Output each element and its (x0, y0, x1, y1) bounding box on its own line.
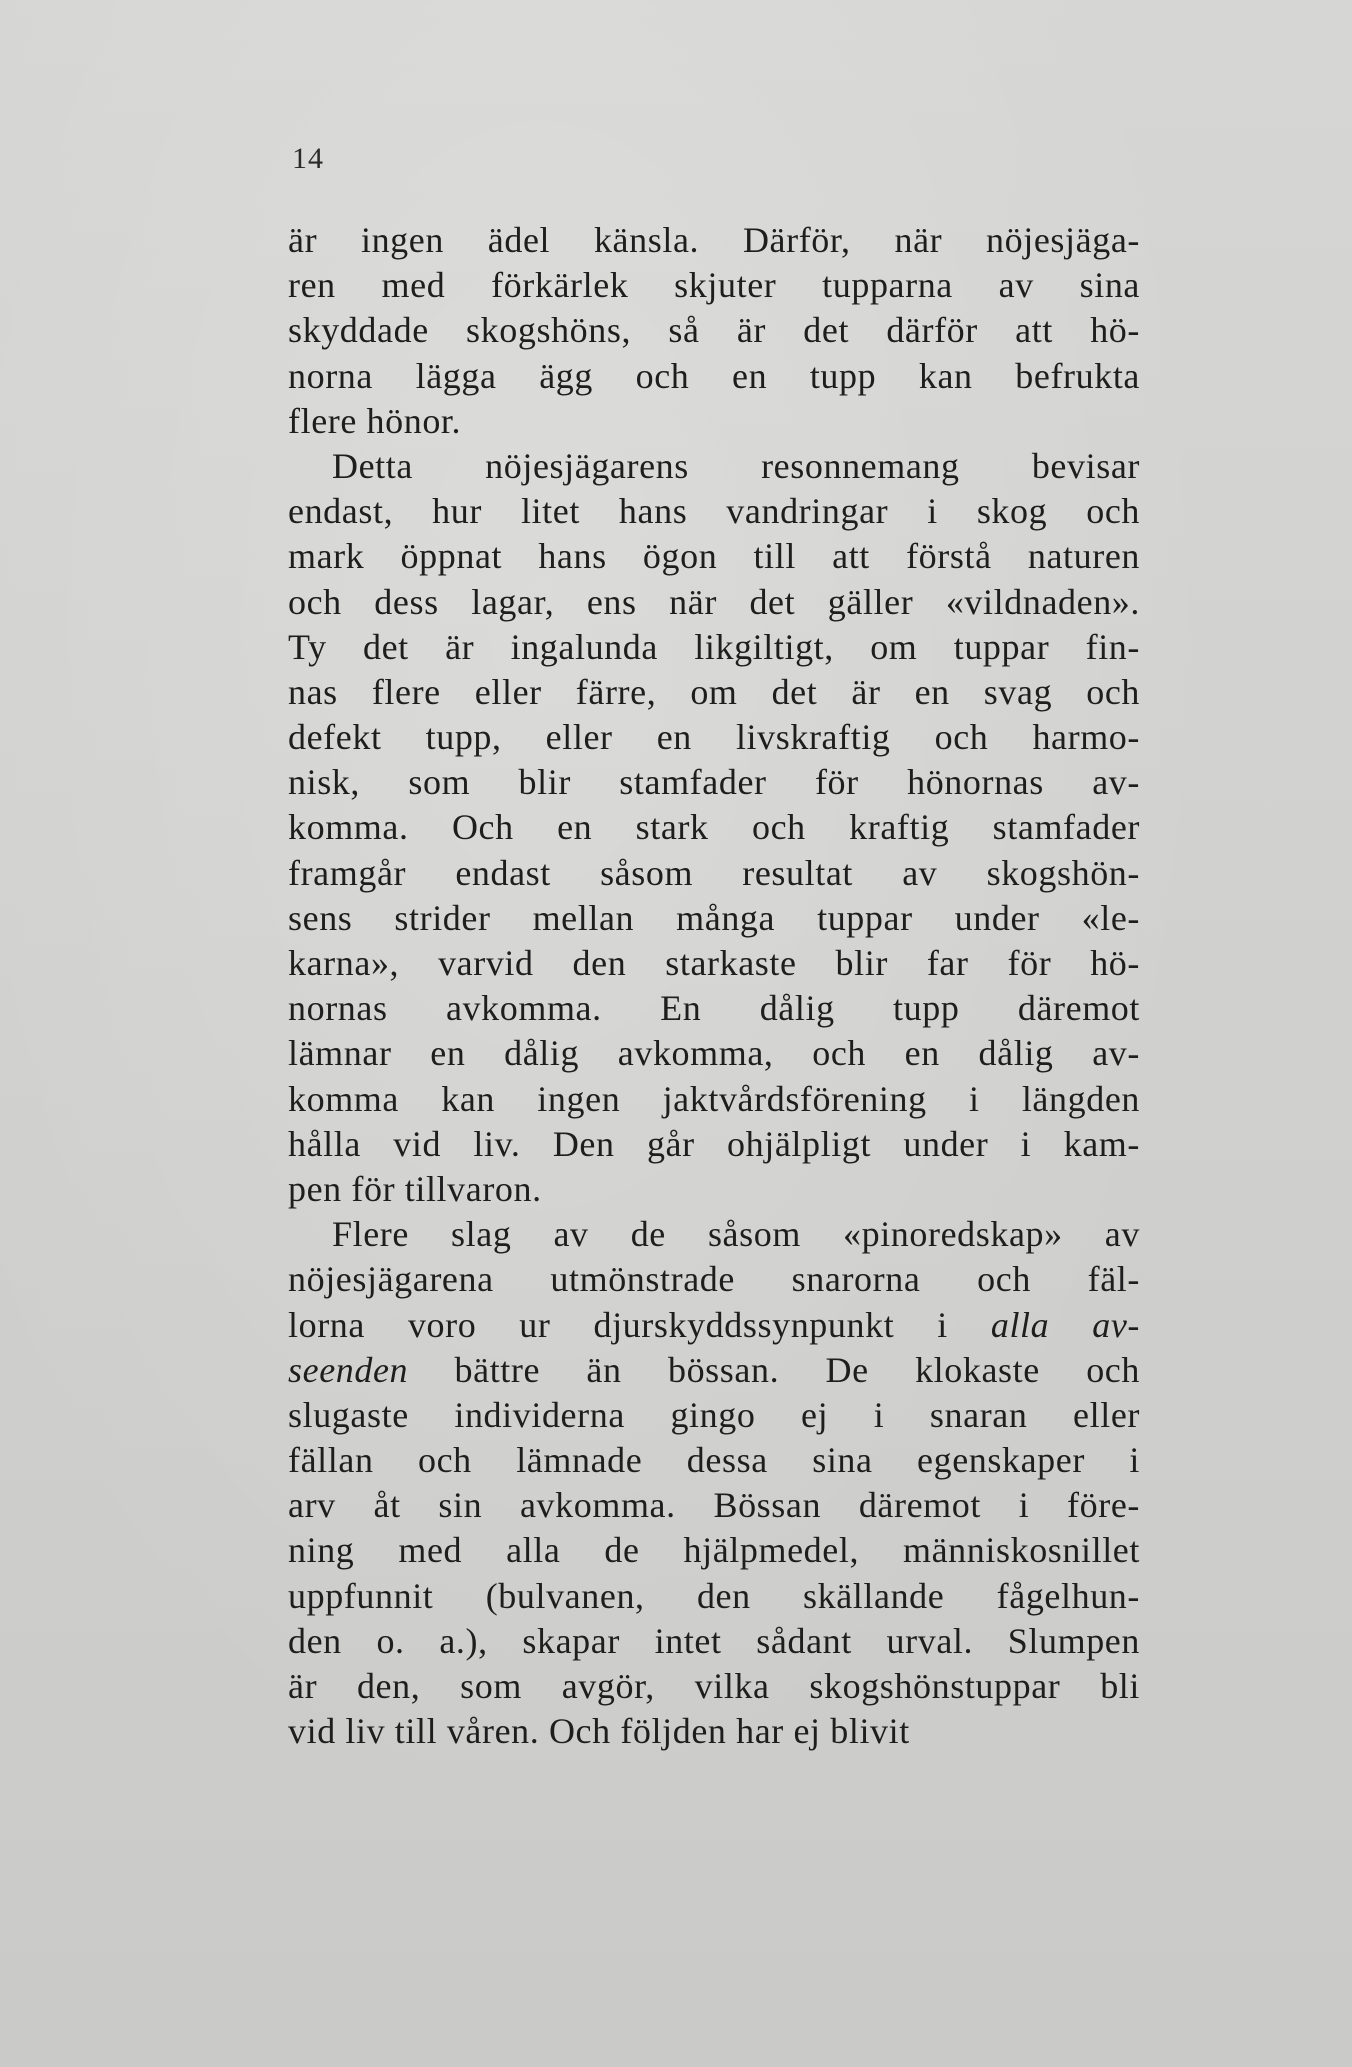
text-line (288, 1031, 1140, 1076)
text-segment: framgår endast såsom resultat av skogshön- (288, 852, 1140, 893)
text-line (288, 625, 1140, 670)
text-segment: flere hönor. (288, 400, 462, 441)
text-line (288, 444, 1140, 489)
text-line (288, 1257, 1140, 1302)
text-segment: uppfunnit (bulvanen, den skällande fågelhun- (288, 1575, 1140, 1616)
text-segment: är ingen ädel känsla. Därför, när nöjesjäga- (288, 220, 1140, 260)
emphasis-text: seenden (288, 1349, 409, 1390)
text-segment: är den, som avgör, vilka skogshönstuppar bli (288, 1666, 1140, 1706)
text-segment: och dess lagar, ens när det gäller «vildnaden». (288, 581, 1140, 622)
text-segment: fällan och lämnade dessa sina egenskaper i (288, 1440, 1140, 1481)
text-segment: endast, hur litet hans vandringar i skog och (288, 491, 1140, 532)
text-segment: Ty det är ingalunda likgiltigt, om tuppar fin- (288, 626, 1140, 667)
text-line (288, 1619, 1140, 1664)
text-segment: norna lägga ägg och en tupp kan befrukta (288, 355, 1140, 396)
text-line (288, 1664, 1140, 1709)
text-line (288, 263, 1140, 308)
text-line (288, 1528, 1140, 1573)
paragraph (288, 218, 1140, 444)
text-segment: den o. a.), skapar intet sådant urval. Slumpen (288, 1620, 1140, 1661)
text-segment: arv åt sin avkomma. Bössan däremot i före- (288, 1485, 1140, 1526)
text-line (288, 1348, 1140, 1393)
text-segment: nisk, som blir stamfader för hönornas av- (288, 762, 1140, 803)
text-line (288, 1574, 1140, 1619)
text-line (288, 941, 1140, 986)
text-line (288, 1709, 1140, 1754)
text-line (288, 1483, 1140, 1528)
text-segment: ning med alla de hjälpmedel, människosnillet (288, 1530, 1140, 1571)
text-segment: nornas avkomma. En dålig tupp däremot (288, 988, 1140, 1029)
text-segment: karna», varvid den starkaste blir far för hö- (288, 943, 1140, 983)
text-segment: skyddade skogshöns, så är det därför att hö- (288, 310, 1140, 351)
text-segment: komma. Och en stark och kraftig stamfader (288, 807, 1140, 848)
text-line (288, 1303, 1140, 1348)
text-line (288, 760, 1140, 805)
paragraph (288, 1212, 1140, 1754)
text-segment: slugaste individerna gingo ej i snaran eller (288, 1394, 1140, 1435)
text-segment: pen för tillvaron. (288, 1168, 542, 1209)
text-segment: Flere slag av de såsom «pinoredskap» av (332, 1214, 1140, 1255)
text-segment: Detta nöjesjägarens resonnemang bevisar (332, 445, 1140, 486)
text-segment: komma kan ingen jaktvårdsförening i längden (288, 1078, 1140, 1119)
page-number: 14 (292, 142, 324, 175)
text-line (288, 851, 1140, 896)
text-line (288, 580, 1140, 625)
text-line (288, 1393, 1140, 1438)
text-segment: mark öppnat hans ögon till att förstå naturen (288, 536, 1140, 577)
text-segment: defekt tupp, eller en livskraftig och harmo- (288, 717, 1140, 758)
text-line (288, 1167, 1140, 1212)
text-line (288, 805, 1140, 850)
text-line (288, 218, 1140, 263)
text-line (288, 986, 1140, 1031)
body-text (288, 218, 1140, 1754)
text-line (288, 308, 1140, 353)
text-line (288, 399, 1140, 444)
text-line (288, 534, 1140, 579)
text-segment: hålla vid liv. Den går ohjälpligt under i kam- (288, 1123, 1140, 1164)
text-line (288, 670, 1140, 715)
text-segment: nas flere eller färre, om det är en svag och (288, 671, 1140, 712)
text-segment: lorna voro ur djurskyddssynpunkt i (288, 1304, 991, 1345)
text-line (288, 1077, 1140, 1122)
text-segment: sens strider mellan många tuppar under «le- (288, 897, 1140, 938)
text-line (288, 1122, 1140, 1167)
text-segment: ren med förkärlek skjuter tupparna av sina (288, 265, 1140, 306)
text-line (288, 896, 1140, 941)
text-line (288, 715, 1140, 760)
paragraph (288, 444, 1140, 1212)
emphasis-text: alla av- (990, 1304, 1140, 1345)
text-segment: vid liv till våren. Och följden har ej blivit (288, 1711, 910, 1752)
text-line (288, 354, 1140, 399)
text-line (288, 1438, 1140, 1483)
text-segment: bättre än bössan. De klokaste och (408, 1349, 1140, 1390)
text-segment: lämnar en dålig avkomma, och en dålig av- (288, 1033, 1140, 1074)
text-line (288, 1212, 1140, 1257)
text-segment: nöjesjägarena utmönstrade snarorna och fäl- (288, 1259, 1140, 1300)
text-line (288, 489, 1140, 534)
